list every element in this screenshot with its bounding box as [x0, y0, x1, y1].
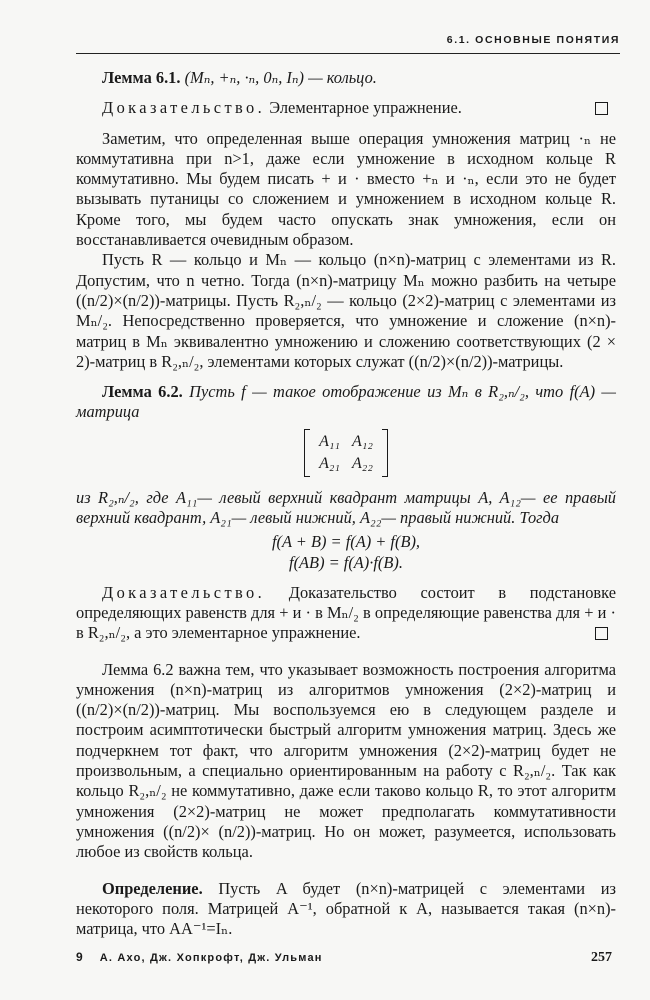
page-footer	[76, 950, 612, 968]
paragraph-commutativity: Заметим, что определенная выше операция умножения матриц ·ₙ не коммутативна при n>1, даже если умножение в исходном кольце R коммутативно. Мы будем писать + и · вместо +ₙ и ·ₙ, если это не будет вызывать путаницы со сложением и умножением в исходном кольце R. Кроме того, мы будем часто опускать знак умножения, если он восстанавливается очевидным образом.	[76, 128, 616, 250]
proof-6-1-text: Элементарное упражнение.	[269, 98, 462, 118]
lemma-6-1-label: Лемма 6.1.	[102, 68, 181, 87]
lemma-6-2-label: Лемма 6.2.	[102, 382, 183, 402]
signature-mark: 9	[76, 950, 83, 964]
matrix-cell: A₁₂	[352, 432, 373, 450]
matrix-row	[313, 453, 379, 475]
definition-text: Пусть A будет (n×n)-матрицей с элементами из некоторого поля. Матрицей A⁻¹, обратной к A, называется такая (n×n)-матрица, что AA⁻¹=Iₙ.	[76, 878, 616, 939]
running-head	[76, 34, 620, 54]
block-matrix	[76, 429, 616, 482]
equation-product: f(AB) = f(A)·f(B).	[289, 552, 403, 572]
proof-6-2	[76, 583, 616, 644]
proof-6-1-label: Доказательство.	[102, 98, 266, 118]
paragraph-algorithm: Лемма 6.2 важна тем, что указывает возможность построения алгоритма умножения (n×n)-матриц из алгоритмов умножения (2×2)-матриц и ((n/2)×(n/2))-матриц. Мы воспользуемся ею в следующем разделе и построим асимптотически быстрый алгоритм умножения матриц. Здесь же подчеркнем тот факт, что алгоритм умножения (2×2)-матриц будет не произвольным, а специально ориентированным на работу с R₂,ₙ/₂. Так как кольцо R₂,ₙ/₂ не коммутативно, даже если таково кольцо R, то этот алгоритм умножения (2×2)-матриц не может предполагать коммутативности умножения ((n/2)× (n/2))-матриц. Но он может, разумеется, использовать любое из свойств кольца.	[76, 659, 616, 862]
paragraph-partition: Пусть R — кольцо и Mₙ — кольцо (n×n)-матриц с элементами из R. Допустим, что n четно. Тогда (n×n)-матрицу Mₙ можно разбить на четыре ((n/2)×(n/2))-матрицы. Пусть R₂,ₙ/₂ — кольцо (2×2)-матриц с элементами из Mₙ/₂. Непосредственно проверяется, что умножение и сложение (n×n)-матриц в Mₙ эквивалентно умножению и сложению соответствующих (2 × 2)-матриц в R₂,ₙ/₂, элементами которых служат ((n/2)×(n/2))-матрицы.	[76, 250, 616, 371]
page-number: 257	[591, 950, 612, 965]
running-title: 6.1. ОСНОВНЫЕ ПОНЯТИЯ	[446, 34, 620, 46]
matrix-cell: A₂₁	[319, 454, 340, 472]
equation-sum: f(A + B) = f(A) + f(B),	[271, 531, 421, 551]
proof-6-2-text: Доказательство состоит в подстановке определяющих равенств для + и · в Mₙ/₂ в определяющие равенства для + и · в R₂,ₙ/₂, а это элементарное упражнение.	[76, 582, 616, 643]
matrix-cell: A₁₁	[319, 432, 340, 450]
matrix-row	[313, 431, 379, 453]
lemma-6-2-equations	[76, 531, 616, 573]
proof-6-1	[76, 98, 616, 118]
block-matrix-brackets	[304, 429, 388, 477]
qed-box	[595, 102, 608, 115]
lemma-6-1-statement: (Mₙ, +ₙ, ·ₙ, 0ₙ, Iₙ) — кольцо.	[184, 68, 377, 87]
lemma-6-2-continuation: из R₂,ₙ/₂, где A₁₁— левый верхний квадрант матрицы A, A₁₂— ее правый верхний квадрант, A₂₁— левый нижний, A₂₂— правый нижний. Тогда	[76, 488, 616, 528]
lemma-6-2	[76, 382, 616, 423]
proof-6-2-label: Доказательство.	[102, 582, 266, 602]
page-body	[76, 68, 616, 939]
lemma-6-2-intro: Пусть f — такое отображение из Mₙ в R₂,ₙ/₂, что f(A) — матрица	[76, 382, 616, 422]
qed-box	[595, 627, 608, 640]
lemma-6-1	[76, 68, 616, 88]
definition-label: Определение.	[102, 878, 203, 898]
matrix-cell: A₂₂	[352, 454, 373, 472]
definition-inverse	[76, 879, 616, 940]
footer-authors: А. Ахо, Дж. Хопкрофт, Дж. Ульман	[99, 952, 323, 964]
block-matrix-table	[313, 431, 379, 475]
